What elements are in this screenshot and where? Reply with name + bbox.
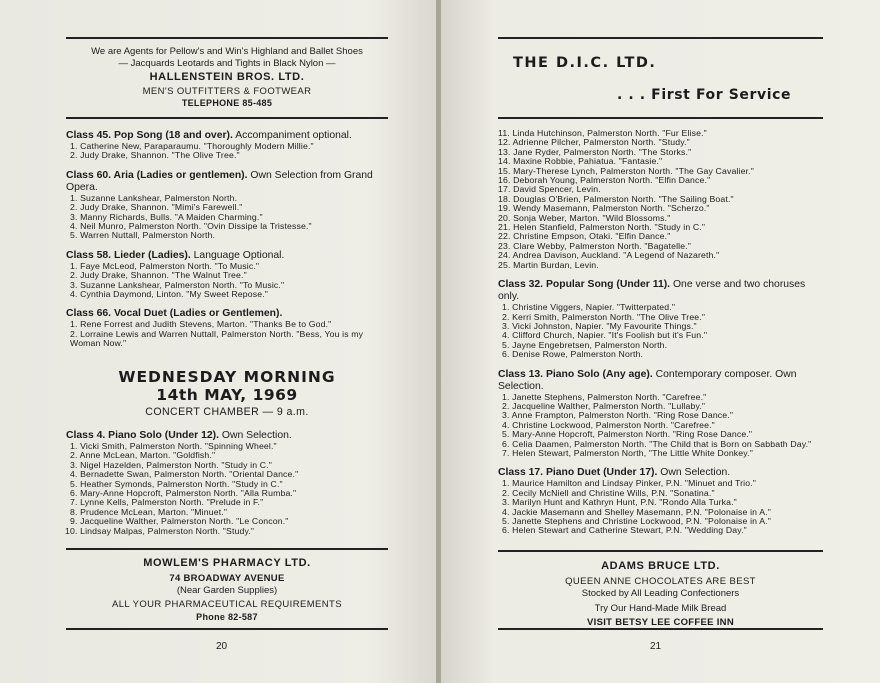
dic-slogan: . . . First For Service: [617, 87, 792, 103]
class-entries: [66, 194, 392, 241]
list-item: 2. Kerri Smith, Palmerston North. "The Olive Tree.": [502, 311, 706, 322]
list-item: 11. Linda Hutchinson, Palmerston North. "Fur Elise.": [498, 128, 707, 138]
list-item: 4. Christine Lockwood, Palmerston North. "Carefree.": [502, 419, 715, 430]
list-item: 5. Mary-Anne Hopcroft, Palmerston North. "Ring Rose Dance.": [502, 429, 753, 440]
ad-line-1: QUEEN ANNE CHOCOLATES ARE BEST: [565, 576, 756, 588]
list-item: 6. Celia Daamen, Palmerston North. "The Child that is Born on Sabbath Day.": [502, 438, 812, 449]
ad-line-2: Stocked by All Leading Confectioners: [581, 587, 740, 599]
left-classes: [66, 130, 392, 353]
list-item: 1. Rene Forrest and Judith Stevens, Marton. "Thanks Be to God.": [70, 319, 332, 330]
ad-sub: (Near Garden Supplies): [176, 584, 278, 596]
list-item: 3. Manny Richards, Bulls. "A Maiden Charming.": [70, 211, 263, 222]
list-item: 3. Marilyn Hunt and Kathryn Hunt, P.N. "Rondo Alla Turka.": [502, 497, 737, 508]
class-heading: Class 58. Lieder (Ladies). Language Optional.: [66, 249, 285, 261]
list-item: 12. Adrienne Pilcher, Palmerston North. "Study.": [498, 137, 690, 148]
class-4: [66, 430, 392, 540]
class-entries: [66, 262, 392, 300]
ad-company: MOWLEM'S PHARMACY LTD.: [143, 557, 311, 569]
class-entries: [498, 479, 828, 535]
list-item: 1. Janette Stephens, Palmerston North. "Carefree.": [502, 391, 707, 402]
ad-address: 74 BROADWAY AVENUE: [169, 573, 285, 585]
class-heading: Class 13. Piano Solo (Any age). Contemporary composer. Own Selection.: [498, 368, 797, 392]
mowlems-ad: [66, 557, 388, 623]
list-item: 4. Neil Munro, Palmerston North. "Ovin Dissipe la Tristesse.": [70, 221, 312, 232]
page-21: [441, 0, 880, 683]
class-heading: Class 45. Pop Song (18 and over). Accompaniment optional.: [66, 130, 352, 141]
class-entries: [66, 142, 392, 161]
list-item: 5. Heather Symonds, Palmerston North. "Study in C.": [70, 478, 283, 489]
list-item: 3. Anne Frampton, Palmerston North. "Ring Rose Dance.": [502, 410, 734, 421]
session-heading: [66, 368, 388, 418]
list-item: 8. Prudence McLean, Marton. "Minuet.": [70, 506, 228, 517]
list-item: 1. Maurice Hamilton and Lindsay Pinker, P.N. "Minuet and Trio.": [502, 478, 756, 489]
class-heading: Class 32. Popular Song (Under 11). One verse and two choruses only.: [498, 279, 806, 303]
session-day: WEDNESDAY MORNING: [118, 368, 336, 386]
list-item: 6. Denise Rowe, Palmerston North.: [502, 349, 644, 360]
list-item: 2. Anne McLean, Marton. "Goldfish.": [70, 450, 216, 461]
list-item: 2. Judy Drake, Shannon. "Mimi's Farewell.": [70, 202, 243, 213]
class-entries: [498, 303, 828, 359]
list-item: 2. Lorraine Lewis and Warren Nuttall, Palmerston North. "Bess, You is my Woman Now.": [70, 328, 364, 349]
list-item: 20. Sonja Weber, Marton. "Wild Blossoms.": [498, 212, 671, 223]
class-entries: [498, 393, 828, 459]
page-20: [0, 0, 437, 683]
list-item: 4. Clifford Church, Napier. "It's Foolish but it's Fun.": [502, 330, 708, 341]
class-entries: [66, 320, 392, 348]
bottom-ad-rule-top: [498, 550, 823, 552]
ad-company: ADAMS BRUCE LTD.: [601, 560, 720, 572]
list-item: 7. Helen Stewart, Palmerston North, "The Little White Donkey.": [502, 447, 753, 458]
ad-rule: [66, 117, 388, 119]
class-heading: Class 4. Piano Solo (Under 12). Own Selection.: [66, 430, 292, 441]
session-date: 14th MAY, 1969: [156, 386, 298, 404]
ad-phone: Phone 82-587: [196, 612, 258, 623]
list-item: 5. Jayne Engebretsen, Palmerston North.: [502, 339, 668, 350]
top-rule: [498, 37, 823, 39]
page-number: 21: [650, 641, 662, 652]
list-item: 3. Suzanne Lankshear, Palmerston North. "To Music.": [70, 279, 285, 290]
list-item: 2. Jacqueline Walther, Palmerston North. "Lullaby.": [502, 400, 706, 411]
right-classes: [498, 129, 828, 540]
list-item: 2. Cecily McNiell and Christine Wills, P.N. "Sonatina.": [502, 487, 715, 498]
list-item: 17. David Spencer, Levin.: [498, 184, 601, 195]
list-item: 4. Bernadette Swan, Palmerston North. "Oriental Dance.": [70, 469, 299, 480]
list-item: 24. Andrea Davison, Auckland. "A Legend of Nazareth.": [498, 250, 720, 261]
list-item: 21. Helen Stanfield, Palmerston North. "Study in C.": [498, 222, 706, 233]
list-item: 15. Mary-Therese Lynch, Palmerston North. "The Gay Cavalier.": [498, 165, 754, 176]
list-item: 5. Janette Stephens and Christine Lockwood, P.N. "Polonaise in A.": [502, 516, 771, 526]
class-entries: [66, 442, 392, 536]
ad-line-4: VISIT BETSY LEE COFFEE INN: [587, 617, 734, 629]
header-rule: [498, 117, 823, 119]
adams-bruce-ad: [498, 560, 823, 629]
ad-line-1: We are Agents for Pellow's and Win's Highland and Ballet Shoes: [91, 46, 363, 57]
bottom-ad-rule-top: [66, 548, 388, 550]
ad-line-3: Try Our Hand-Made Milk Bread: [594, 602, 727, 614]
page-number: 20: [216, 641, 228, 652]
list-item: 23. Clare Webby, Palmerston North. "Bagatelle.": [498, 240, 692, 251]
ad-line: ALL YOUR PHARMACEUTICAL REQUIREMENTS: [112, 598, 342, 610]
list-item: 9. Jacqueline Walther, Palmerston North. "Le Concon.": [70, 516, 289, 527]
list-item: 10. Lindsay Malpas, Palmerston North. "Study.": [65, 525, 255, 536]
bottom-ad-rule: [498, 628, 823, 630]
list-item: 4. Jackie Masemann and Shelley Masemann, P.N. "Polonaise in A.": [502, 506, 771, 517]
list-item: 1. Suzanne Lankshear, Palmerston North.: [70, 192, 238, 203]
list-item: 13. Jane Ryder, Palmerston North. "The Storks.": [498, 146, 692, 157]
class-heading: Class 66. Vocal Duet (Ladies or Gentlemen).: [66, 308, 283, 320]
list-item: 22. Christine Empson, Otaki. "Elfin Dance.": [498, 231, 671, 242]
list-item: 5. Warren Nuttall, Palmerston North.: [70, 230, 216, 241]
list-item: 16. Deborah Young, Palmerston North. "Elfin Dance.": [498, 175, 711, 186]
list-item: 25. Martin Burdan, Levin.: [498, 259, 599, 270]
dic-company: THE D.I.C. LTD.: [513, 55, 657, 71]
ad-company: HALLENSTEIN BROS. LTD.: [149, 71, 305, 84]
class-4-continued: [498, 129, 828, 270]
list-item: 1. Faye McLeod, Palmerston North. "To Music.": [70, 260, 260, 271]
ad-line-2: — Jacquards Leotards and Tights in Black Nylon —: [118, 57, 336, 69]
bottom-ad-rule: [66, 628, 388, 630]
list-item: 3. Nigel Hazelden, Palmerston North. "Study in C.": [70, 459, 272, 470]
list-item: 1. Vicki Smith, Palmerston North. "Spinning Wheel.": [70, 441, 277, 451]
list-item: 1. Christine Viggers, Napier. "Twitterpated.": [502, 302, 676, 313]
ad-tagline: MEN'S OUTFITTERS & FOOTWEAR: [142, 85, 312, 97]
hallenstein-ad: [66, 46, 388, 109]
top-rule: [66, 37, 388, 39]
list-item: 2. Judy Drake, Shannon. "The Olive Tree.": [70, 150, 240, 161]
list-item: 18. Douglas O'Brien, Palmerston North. "The Sailing Boat.": [498, 193, 734, 204]
list-item: 4. Cynthia Daymond, Linton. "My Sweet Repose.": [70, 289, 269, 300]
list-item: 14. Maxine Robbie, Pahiatua. "Fantasie.": [498, 156, 663, 167]
class-heading: Class 60. Aria (Ladies or gentlemen). Own Selection from Grand Opera.: [66, 169, 373, 193]
list-item: 19. Wendy Masemann, Palmerston North. "Scherzo.": [498, 203, 710, 214]
list-item: 6. Mary-Anne Hopcroft, Palmerston North. "Alla Rumba.": [70, 488, 297, 499]
list-item: 2. Judy Drake, Shannon. "The Walnut Tree.": [70, 270, 247, 281]
ad-phone: TELEPHONE 85-485: [181, 98, 273, 109]
class-heading: Class 17. Piano Duet (Under 17). Own Selection.: [498, 467, 731, 479]
list-item: 1. Catherine New, Paraparaumu. "Thoroughly Modern Millie.": [70, 141, 314, 151]
session-venue: CONCERT CHAMBER — 9 a.m.: [145, 406, 309, 418]
list-item: 7. Lynne Kells, Palmerston North. "Prelude in F.": [70, 497, 264, 508]
list-item: 3. Vicki Johnston, Napier. "My Favourite Things.": [502, 320, 697, 331]
list-item: 6. Helen Stewart and Catherine Stewart, P.N. "Wedding Day.": [502, 525, 747, 536]
